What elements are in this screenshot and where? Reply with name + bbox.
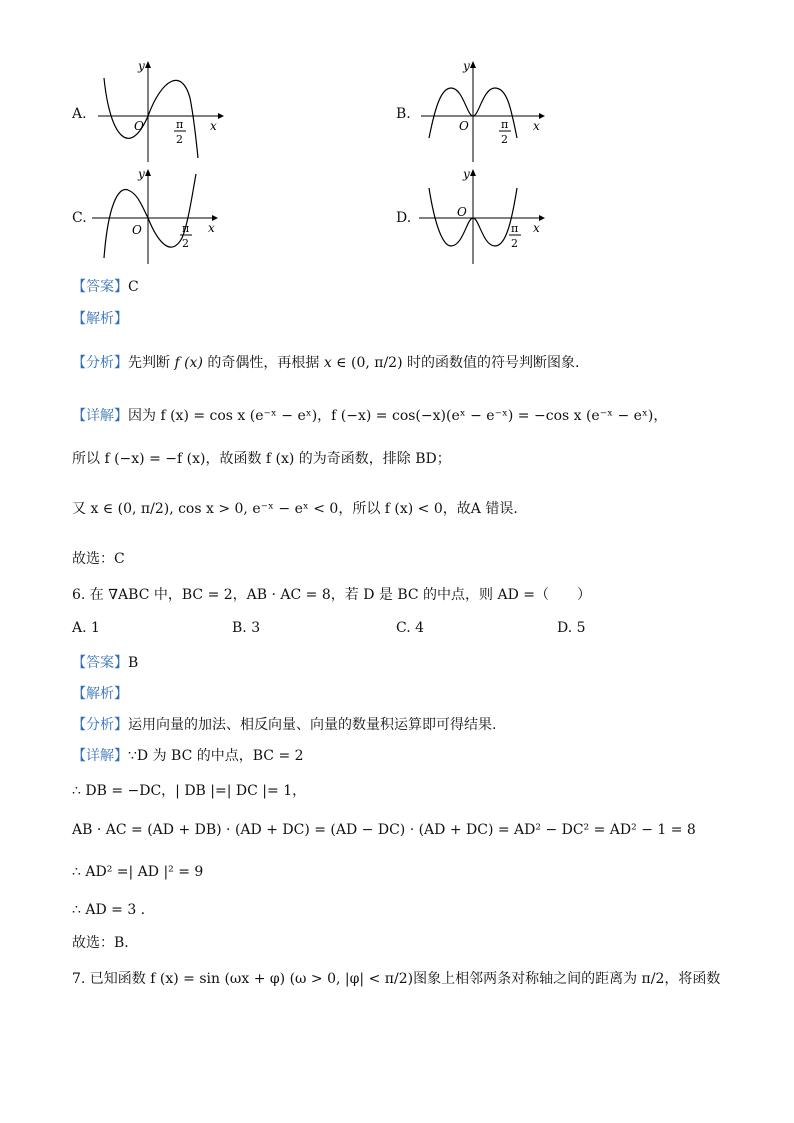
q6-option-b: B. 3	[232, 620, 261, 636]
q6-step4: ∴ AD = 3 .	[72, 902, 146, 918]
svg-text:x: x	[208, 221, 215, 235]
a-axis-x: x	[210, 119, 217, 133]
svg-text:2: 2	[176, 133, 183, 146]
q6-step1: ∴ DB = −DC，| DB |=| DC |= 1，	[72, 783, 307, 799]
option-a-graph	[90, 58, 230, 166]
q5-analysis-tag: 【解析】	[72, 311, 128, 327]
q6-step2: AB · AC = (AD + DB) · (AD + DC) = (AD − DC) · (AD + DC) = AD² − DC² = AD² − 1 = 8	[72, 822, 696, 838]
option-c-label: C.	[72, 210, 87, 226]
option-b-label: B.	[396, 106, 411, 122]
q6-step3: ∴ AD² =| AD |² = 9	[72, 864, 204, 880]
q6-option-a: A. 1	[72, 620, 100, 636]
q6-option-c: C. 4	[396, 620, 425, 636]
answer-tag: 【答案】	[72, 279, 128, 295]
option-b-graph	[415, 58, 555, 166]
option-c-graph	[90, 166, 230, 266]
svg-text:y: y	[463, 59, 470, 73]
svg-text:O: O	[459, 119, 469, 133]
svg-text:y: y	[463, 167, 470, 181]
q6-fenxi: 【分析】运用向量的加法、相反向量、向量的数量积运算即可得结果.	[72, 717, 497, 733]
svg-text:2: 2	[182, 237, 189, 250]
q6-conclusion: 故选：B.	[72, 935, 129, 951]
q5-conclusion: 故选：C	[72, 551, 125, 567]
q7-stem: 7. 已知函数 f (x) = sin (ωx + φ) (ω > 0, |φ| < π/2)图象上相邻两条对称轴之间的距离为 π/2，将函数	[72, 971, 721, 987]
q5-fenxi: 【分析】先判断 f (x) 的奇偶性，再根据 x ∈ (0, π/2) 时的函数值的符号判断图象.	[72, 355, 580, 371]
svg-text:O: O	[457, 205, 467, 219]
svg-text:π: π	[182, 222, 190, 235]
a-axis-y: y	[138, 59, 145, 73]
q6-xiangjie: 【详解】∵D 为 BC 的中点，BC = 2	[72, 748, 304, 764]
a-origin: O	[134, 119, 144, 133]
option-a-label: A.	[72, 106, 87, 122]
svg-text:x: x	[533, 221, 540, 235]
svg-text:y: y	[138, 167, 145, 181]
svg-text:O: O	[132, 223, 142, 237]
q6-analysis-tag: 【解析】	[72, 686, 128, 702]
svg-text:2: 2	[511, 237, 518, 250]
q5-xiangjie-line1: 【详解】因为 f (x) = cos x (e⁻ˣ − eˣ)，f (−x) = cos(−x)(eˣ − e⁻ˣ) = −cos x (e⁻ˣ − eˣ)，	[72, 408, 668, 424]
svg-text:π: π	[176, 118, 184, 131]
svg-text:x: x	[533, 119, 540, 133]
svg-text:π: π	[501, 118, 509, 131]
svg-text:π: π	[511, 222, 519, 235]
option-d-graph	[415, 166, 555, 266]
svg-text:2: 2	[501, 133, 508, 146]
q5-answer: 【答案】C	[72, 279, 139, 295]
q5-line2: 所以 f (−x) = −f (x)，故函数 f (x) 的为奇函数，排除 BD；	[72, 451, 451, 467]
q6-stem: 6. 在 ∇ABC 中，BC = 2，AB · AC = 8，若 D 是 BC 的中点，则 AD =（ ）	[72, 587, 592, 603]
option-d-label: D.	[396, 210, 412, 226]
q6-option-d: D. 5	[557, 620, 586, 636]
q5-line3: 又 x ∈ (0, π/2), cos x > 0, e⁻ˣ − eˣ < 0，所以 f (x) < 0，故A 错误.	[72, 501, 518, 517]
q6-answer: 【答案】B	[72, 655, 139, 671]
